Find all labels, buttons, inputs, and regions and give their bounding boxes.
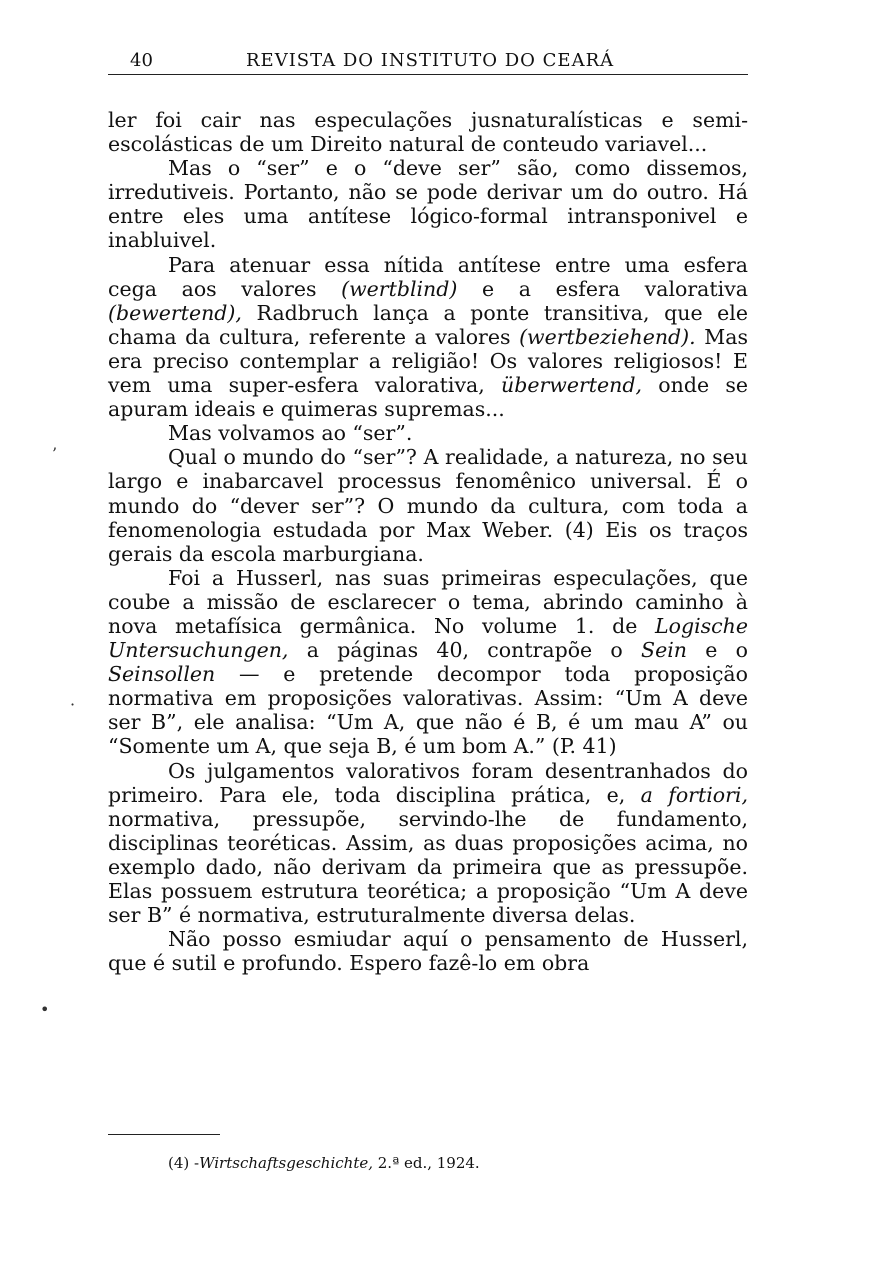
footnote-marker: (4) - <box>168 1154 200 1172</box>
text-segment: Mas volvamos ao “ser”. <box>168 421 413 446</box>
running-title: REVISTA DO INSTITUTO DO CEARÁ <box>246 50 615 71</box>
footnote-text: 2.ª ed., 1924. <box>373 1154 480 1172</box>
italic-term: a fortiori, <box>640 782 748 807</box>
italic-term: Sein <box>641 638 687 663</box>
paragraph <box>108 108 748 156</box>
italic-term: überwertend, <box>501 373 642 398</box>
paragraph <box>108 421 748 445</box>
text-segment: Foi a Husserl, nas suas primeiras especulações, que coube a missão de esclarecer o tema, abrindo caminho à nova metafísica germânica. No volume 1. de <box>108 565 748 638</box>
text-segment: e o <box>686 638 748 663</box>
margin-mark: ’ <box>52 444 58 463</box>
italic-term: (wertblind) <box>341 276 458 301</box>
text-segment: Não posso esmiudar aquí o pensamento de Husserl, que é sutil e profundo. Espero fazê-lo em obra <box>108 927 748 976</box>
paragraph <box>108 445 748 565</box>
text-segment: ler foi cair nas especulações jusnaturalísticas e semi-escolásticas de um Direito natural de conteudo variavel... <box>108 108 748 157</box>
paragraph <box>108 759 748 928</box>
text-segment: Para atenuar essa nítida antítese entre uma esfera cega aos valores <box>108 252 748 301</box>
paragraph <box>108 566 748 759</box>
margin-mark: · <box>70 695 76 714</box>
body-text <box>108 108 748 975</box>
text-segment: a páginas 40, contrapõe o <box>288 638 642 663</box>
text-segment: Mas o “ser” e o “deve ser” são, como dissemos, irredutiveis. Portanto, não se pode derivar um do outro. Há entre eles uma antítese lógico-formal intransponivel e inabluivel. <box>108 156 748 253</box>
page-number: 40 <box>130 50 153 71</box>
paragraph <box>108 927 748 975</box>
margin-mark: • <box>40 1000 50 1019</box>
paragraph <box>108 156 748 252</box>
italic-term: Seinsollen <box>108 662 216 687</box>
italic-term: (wertbeziehend). <box>519 324 696 349</box>
footnote <box>168 1154 480 1172</box>
text-segment: e a esfera valorativa <box>457 276 748 301</box>
italic-term: (bewertend), <box>108 300 242 325</box>
text-segment: onde se apuram ideais e quimeras supremas... <box>108 373 748 422</box>
text-segment: Mas era preciso contemplar a religião! Os valores religiosos! E vem uma super-esfera valorativa, <box>108 324 749 398</box>
text-segment: Qual o mundo do “ser”? A realidade, a natureza, no seu largo e inabarcavel processus fenomênico universal. É o mundo do “dever ser”? O mundo da cultura, com toda a fenomenologia estudada por Max Weber. (4) Eis os traços gerais da escola marburgiana. <box>108 445 748 566</box>
text-segment: — e pretende decompor toda proposição normativa em proposições valorativas. Assim: “Um A deve ser B”, ele analisa: “Um A, que não é B, é um mau A” ou “Somente um A, que seja B, é um bom A.” (P. 41) <box>108 662 748 759</box>
paragraph <box>108 253 748 422</box>
text-segment: Radbruch lança a ponte transitiva, que ele chama da cultura, referente a valores <box>108 300 748 349</box>
text-segment: normativa, pressupõe, servindo-lhe de fundamento, disciplinas teoréticas. Assim, as duas proposições acima, no exemplo dado, não derivam da primeira que as pressupõe. Elas possuem estrutura teorética; a proposição “Um A deve ser B” é normativa, estruturalmente diversa delas. <box>108 806 748 928</box>
text-segment: Os julgamentos valorativos foram desentranhados do primeiro. Para ele, toda disciplina prática, e, <box>108 758 748 807</box>
running-header <box>108 48 748 75</box>
italic-term: Logische Untersuchungen, <box>108 613 748 663</box>
footnote-title: Wirtschaftsgeschichte, <box>199 1154 373 1172</box>
footnote-divider <box>108 1134 220 1135</box>
